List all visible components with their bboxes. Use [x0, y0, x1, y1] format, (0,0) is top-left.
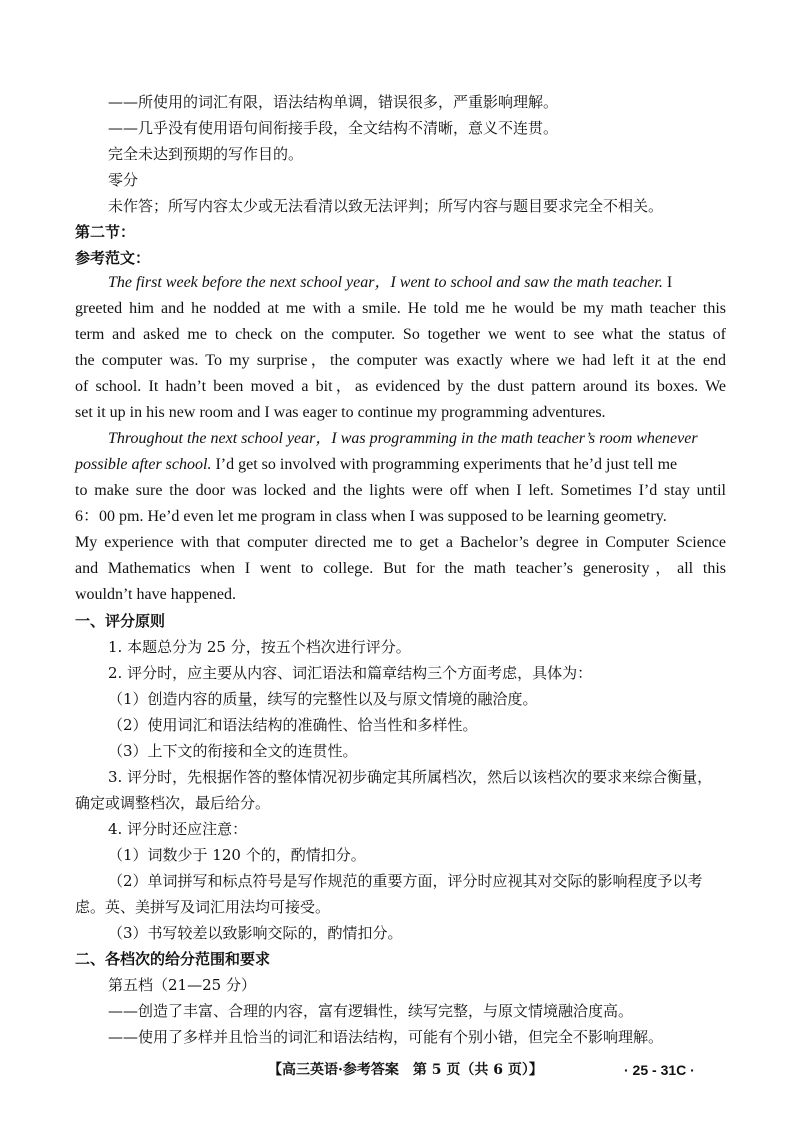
levels-title: 二、各档次的给分范围和要求 [75, 950, 271, 968]
essay-p2-line7: wouldn’t have happened. [75, 586, 236, 603]
principles-title: 一、评分原则 [75, 612, 166, 630]
principle-3-line2: 确定或调整档次，最后给分。 [75, 794, 271, 812]
essay-p1-given-sentence: The first week before the next school year，I went to school and saw the math teacher. [108, 274, 663, 291]
essay-p2-line3: to make sure the door was locked and the lights were off when I left. Sometimes I’d stay until [75, 482, 726, 499]
essay-p2-given-sentence: Throughout the next school year，I was programming in the math teacher’s room whenever [108, 430, 698, 447]
essay-p1-line6: set it up in his new room and I was eager to continue my programming adventures. [75, 404, 606, 421]
essay-p2-line5: My experience with that computer directed me to get a Bachelor’s degree in Computer Science [75, 534, 726, 551]
principle-4-item-2-line2: 虑。英、美拼写及词汇用法均可接受。 [75, 898, 331, 916]
level-zero-text: 未作答；所写内容太少或无法看清以致无法评判；所写内容与题目要求完全不相关。 [108, 197, 664, 215]
essay-p2-given-sentence-end: possible after school. [75, 456, 212, 473]
essay-p2-line4: 6：00 pm. He’d even let me program in class when I was supposed to be learning geometry. [75, 508, 667, 525]
principle-2: 2. 评分时，应主要从内容、词汇语法和篇章结构三个方面考虑，具体为： [108, 664, 593, 682]
criteria-line-purpose: 完全未达到预期的写作目的。 [108, 145, 304, 163]
level-five-criterion-1: ——创造了丰富、合理的内容，富有逻辑性，续写完整，与原文情境融洽度高。 [108, 1002, 634, 1020]
essay-p2-line2 [75, 455, 677, 475]
essay-p2-line2-tail: I’d get so involved with programming experiments that he’d just tell me [211, 456, 678, 473]
principle-4-item-1: （1）词数少于 120 个的，酌情扣分。 [108, 846, 366, 864]
principle-1: 1. 本题总分为 25 分，按五个档次进行评分。 [108, 638, 411, 656]
essay-p1-line4: the computer was. To my surprise，the computer was exactly where we had left it at the end [75, 352, 726, 369]
page-footer-code: · 25 - 31C · [624, 1062, 695, 1078]
criteria-line-cohesion: ——几乎没有使用语句间衔接手段，全文结构不清晰，意义不连贯。 [108, 119, 559, 137]
level-zero-heading: 零分 [108, 171, 139, 189]
principle-4: 4. 评分时还应注意： [108, 820, 248, 838]
essay-p1-line2: greeted him and he nodded at me with a smile. He told me he would be my math teacher this [75, 300, 726, 317]
criteria-line-vocab: ——所使用的词汇有限，语法结构单调，错误很多，严重影响理解。 [108, 93, 559, 111]
essay-p1-line5: of school. It hadn’t been moved a bit，as evidenced by the dust pattern around its boxes. We [75, 378, 727, 395]
section-two-title: 第二节： [75, 223, 136, 241]
page-footer-title: 【高三英语·参考答案 第 5 页（共 6 页）】 [268, 1062, 543, 1078]
level-five-heading: 第五档（21—25 分） [108, 976, 256, 994]
sample-essay-heading: 参考范文： [75, 249, 151, 267]
essay-p2-line6: and Mathematics when I went to college. But for the math teacher’s generosity，all this [75, 560, 726, 577]
principle-4-item-2-line1: （2）单词拼写和标点符号是写作规范的重要方面，评分时应视其对交际的影响程度予以考 [108, 872, 703, 890]
essay-p1-line1 [108, 273, 672, 293]
principle-2-item-1: （1）创造内容的质量，续写的完整性以及与原文情境的融洽度。 [108, 690, 538, 708]
principle-4-item-3: （3）书写较差以致影响交际的，酌情扣分。 [108, 924, 403, 942]
principle-2-item-3: （3）上下文的衔接和全文的连贯性。 [108, 742, 358, 760]
essay-p1-line3: term and asked me to check on the computer. So together we went to see what the status of [75, 326, 726, 343]
level-five-criterion-2: ——使用了多样并且恰当的词汇和语法结构，可能有个别小错，但完全不影响理解。 [108, 1028, 664, 1046]
principle-3-line1: 3. 评分时，先根据作答的整体情况初步确定其所属档次，然后以该档次的要求来综合衡量， [108, 768, 713, 786]
principle-2-item-2: （2）使用词汇和语法结构的准确性、恰当性和多样性。 [108, 716, 478, 734]
essay-p1-line1-tail: I [662, 274, 673, 291]
